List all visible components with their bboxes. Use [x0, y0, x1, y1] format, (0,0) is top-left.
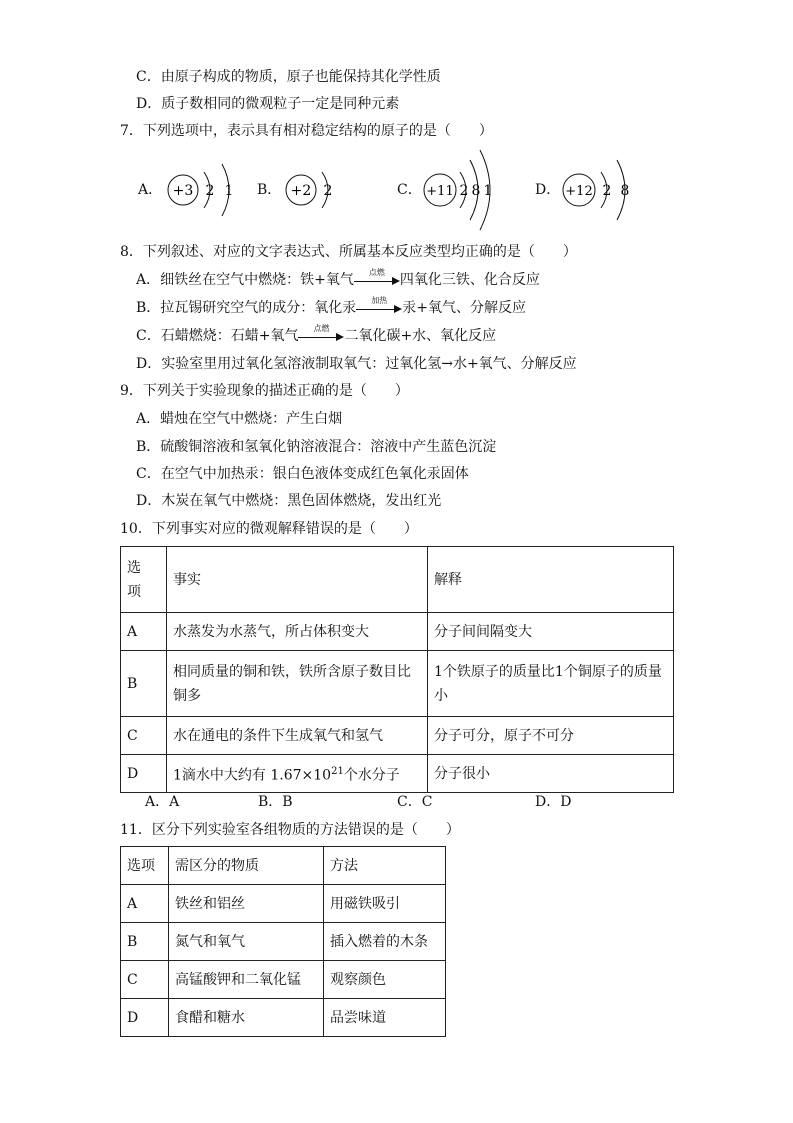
table-header-cell: 事实 [167, 547, 428, 613]
shell-electrons: 2 [602, 183, 612, 199]
table-cell: 食醋和糖水 [169, 999, 324, 1037]
shell-electrons: 2 [459, 183, 469, 199]
reaction-condition: 加热 [371, 296, 388, 305]
q7-atom-c [422, 146, 502, 238]
table-cell: 铁丝和铝丝 [169, 885, 324, 923]
q7-atom-a [166, 158, 246, 226]
q8-option-b [136, 298, 526, 318]
table-cell: 分子间间隔变大 [428, 613, 674, 651]
table-header-cell: 方法 [324, 847, 446, 885]
table-cell: 品尝味道 [324, 999, 446, 1037]
shell-electrons: 1 [224, 183, 234, 199]
q10-option-b: B．B [258, 794, 293, 810]
table-cell: B [121, 923, 169, 961]
reaction-arrow [354, 270, 400, 290]
reaction-condition: 点燃 [313, 324, 330, 333]
q8-a-reactants: A．细铁丝在空气中燃烧：铁+氧气 [136, 272, 354, 288]
q8-c-reactants: C．石蜡燃烧：石蜡+氧气 [136, 328, 299, 344]
table-row [121, 651, 674, 717]
q8-option-d: D．实验室里用过氧化氢溶液制取氧气：过氧化氢→水+氧气、分解反应 [136, 356, 577, 372]
reaction-arrow [298, 326, 344, 346]
q7-atom-d [561, 152, 641, 232]
table-cell: C [121, 717, 167, 755]
q10-option-a: A．A [145, 794, 180, 810]
q8-a-products: 四氧化三铁、化合反应 [399, 272, 540, 288]
q7-stem: 7．下列选项中，表示具有相对稳定结构的原子的是（ ） [120, 123, 493, 139]
shell-electrons: 1 [483, 183, 493, 199]
q8-b-products: 汞+氧气、分解反应 [402, 300, 527, 316]
q9-option-c: C．在空气中加热汞：银白色液体变成红色氧化汞固体 [136, 466, 469, 482]
q9-stem: 9．下列关于实验现象的描述正确的是（ ） [120, 383, 409, 399]
table-row [121, 999, 446, 1037]
nucleus-charge: +12 [565, 184, 593, 199]
table-header-cell: 选项 [121, 847, 169, 885]
shell-electrons: 8 [471, 183, 481, 199]
q9-option-d: D．木炭在氧气中燃烧：黑色固体燃烧，发出红光 [136, 493, 442, 509]
table-cell: 水蒸发为水蒸气，所占体积变大 [167, 613, 428, 651]
table-row [121, 885, 446, 923]
q8-option-c [136, 326, 496, 346]
table-header-cell: 选项 [121, 547, 167, 613]
table-row [121, 717, 674, 755]
reaction-condition: 点燃 [368, 268, 385, 277]
q6-option-c: C．由原子构成的物质，原子也能保持其化学性质 [136, 69, 441, 85]
table-cell: 观察颜色 [324, 961, 446, 999]
q11-stem: 11．区分下列实验室各组物质的方法错误的是（ ） [120, 822, 460, 838]
q11-table [120, 846, 446, 1037]
table-header-cell: 解释 [428, 547, 674, 613]
nucleus-charge: +3 [172, 183, 194, 199]
table-cell: D [121, 755, 167, 793]
table-cell: 插入燃着的木条 [324, 923, 446, 961]
nucleus-charge: +11 [426, 184, 454, 199]
table-header-row [121, 847, 446, 885]
q8-option-a [136, 270, 540, 290]
table-header-row [121, 547, 674, 613]
fact-text: 个水分子 [343, 767, 400, 784]
q6-option-d: D．质子数相同的微观粒子一定是同种元素 [136, 96, 400, 112]
q7-option-a-label: A． [138, 182, 163, 198]
table-cell [167, 755, 428, 793]
table-cell: D [121, 999, 169, 1037]
table-cell: 分子很小 [428, 755, 674, 793]
table-header-cell: 需区分的物质 [169, 847, 324, 885]
table-cell: 水在通电的条件下生成氧气和氢气 [167, 717, 428, 755]
fact-exponent: 21 [331, 765, 344, 777]
q8-c-products: 二氧化碳+水、氧化反应 [344, 328, 497, 344]
table-cell: 氮气和氧气 [169, 923, 324, 961]
q10-options [0, 792, 793, 812]
reaction-arrow [356, 298, 402, 318]
q10-table [120, 546, 674, 793]
table-cell: C [121, 961, 169, 999]
q7-atom-b [284, 158, 344, 226]
table-row [121, 923, 446, 961]
fact-text: 1滴水中大约有 1.67×10 [173, 767, 332, 784]
table-cell: 高锰酸钾和二氧化锰 [169, 961, 324, 999]
q9-option-b: B．硫酸铜溶液和氢氧化钠溶液混合：溶液中产生蓝色沉淀 [136, 439, 497, 455]
q10-stem: 10．下列事实对应的微观解释错误的是（ ） [120, 521, 418, 537]
q8-b-reactants: B．拉瓦锡研究空气的成分：氧化汞 [136, 300, 357, 316]
q10-option-d: D．D [535, 794, 572, 810]
q7-option-c-label: C． [397, 182, 422, 198]
q10-option-c: C．C [397, 794, 433, 810]
shell-electrons: 8 [620, 183, 630, 199]
table-cell: B [121, 651, 167, 717]
table-cell: 1个铁原子的质量比1个铜原子的质量小 [428, 651, 674, 717]
shell-electrons: 2 [323, 183, 333, 199]
table-cell: 用磁铁吸引 [324, 885, 446, 923]
nucleus-charge: +2 [290, 183, 312, 199]
table-row [121, 755, 674, 793]
table-row [121, 613, 674, 651]
table-cell: A [121, 613, 167, 651]
table-cell: 分子可分，原子不可分 [428, 717, 674, 755]
table-cell: 相同质量的铜和铁，铁所含原子数目比铜多 [167, 651, 428, 717]
q7-option-d-label: D． [535, 182, 561, 198]
q9-option-a: A．蜡烛在空气中燃烧：产生白烟 [136, 411, 343, 427]
shell-electrons: 2 [205, 183, 215, 199]
table-cell: A [121, 885, 169, 923]
table-row [121, 961, 446, 999]
q8-stem: 8．下列叙述、对应的文字表达式、所属基本反应类型均正确的是（ ） [120, 244, 577, 260]
q7-option-b-label: B． [257, 182, 282, 198]
